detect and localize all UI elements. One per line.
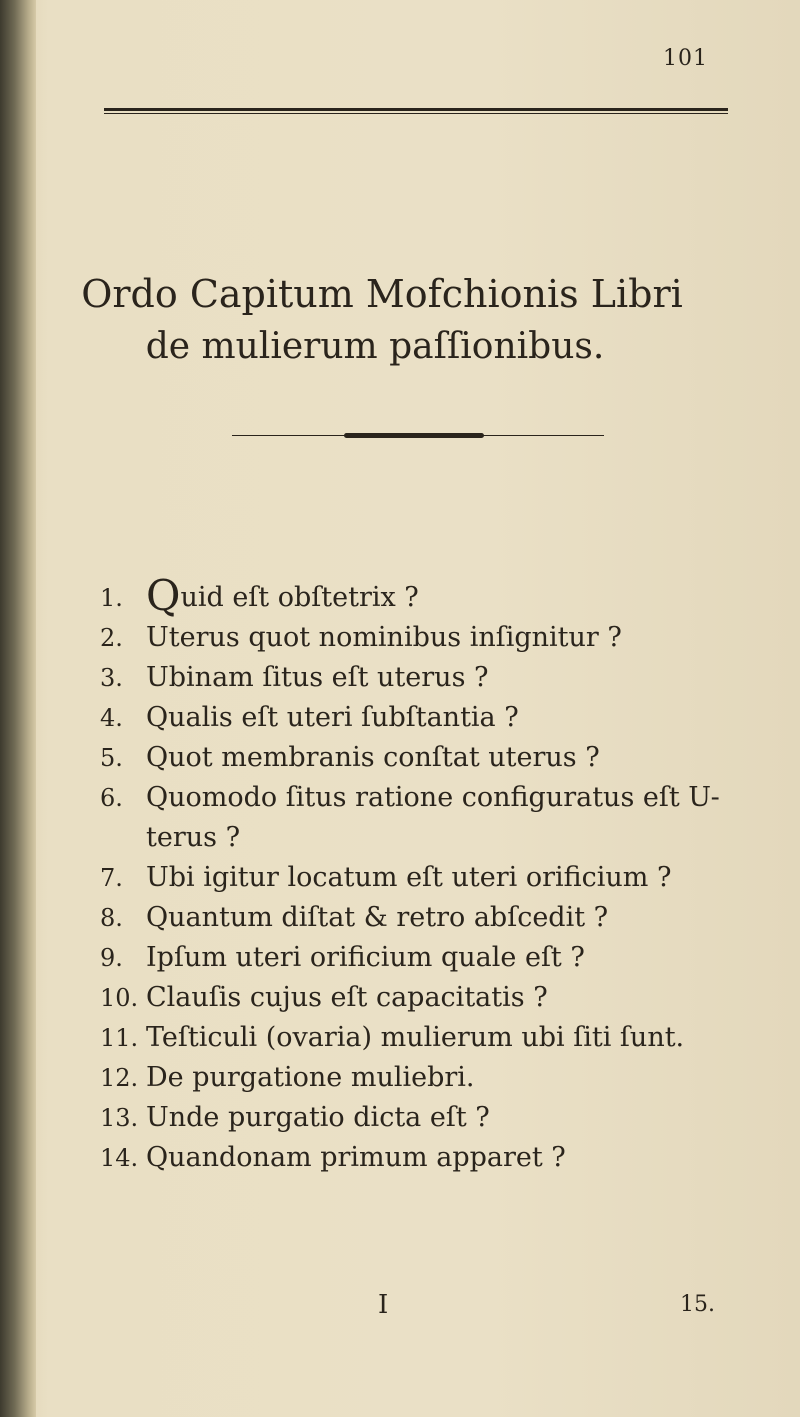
toc-number: 7.	[100, 864, 123, 892]
drop-cap: Q	[146, 571, 181, 620]
toc-item	[100, 1018, 790, 1058]
toc-text-continuation: terus ?	[146, 822, 241, 853]
toc-item	[100, 1098, 790, 1138]
toc-number: 14.	[100, 1144, 139, 1172]
toc-item	[100, 571, 790, 620]
header-rule	[104, 108, 728, 114]
toc-item	[100, 898, 790, 938]
toc-number: 9.	[100, 944, 123, 972]
toc-text: uid eſt obſtetrix ?	[180, 582, 419, 613]
ornamental-rule	[232, 432, 604, 440]
toc-text: Ubi igitur locatum eſt uteri orificium ?	[146, 862, 672, 893]
table-of-contents	[100, 571, 790, 1178]
toc-item	[100, 698, 790, 738]
toc-item	[100, 1138, 790, 1178]
toc-item	[100, 1058, 790, 1098]
toc-text: Quomodo ſitus ratione configuratus eſt U-	[146, 782, 720, 813]
toc-number: 10.	[100, 984, 139, 1012]
toc-number: 2.	[100, 624, 123, 652]
toc-text: Clauſis cujus eſt capacitatis ?	[146, 982, 548, 1013]
toc-item-continuation	[100, 818, 790, 858]
toc-text: Teſticuli (ovaria) mulierum ubi ſiti ſunt.	[146, 1022, 685, 1053]
toc-text: Qualis eſt uteri ſubſtantia ?	[146, 702, 519, 733]
toc-text: Ubinam ſitus eſt uterus ?	[146, 662, 489, 693]
toc-text: De purgatione muliebri.	[146, 1062, 475, 1093]
toc-number: 4.	[100, 704, 123, 732]
toc-number: 8.	[100, 904, 123, 932]
title-line-1: Ordo Capitum Mofchionis Libri	[81, 272, 683, 316]
toc-item	[100, 778, 790, 818]
title-line-2: de mulierum paſſionibus.	[145, 326, 605, 367]
toc-item	[100, 618, 790, 658]
toc-item	[100, 938, 790, 978]
toc-number: 11.	[100, 1024, 139, 1052]
book-spine-shadow	[0, 0, 36, 1417]
catchword: 15.	[680, 1292, 715, 1317]
toc-text: Quantum diſtat & retro abſcedit ?	[146, 902, 609, 933]
signature-mark: I	[378, 1290, 389, 1320]
toc-number: 13.	[100, 1104, 139, 1132]
toc-item	[100, 658, 790, 698]
toc-item	[100, 858, 790, 898]
toc-number: 5.	[100, 744, 123, 772]
toc-item	[100, 738, 790, 778]
toc-number: 6.	[100, 784, 123, 812]
toc-text: Uterus quot nominibus inſignitur ?	[146, 622, 622, 653]
toc-number: 12.	[100, 1064, 139, 1092]
toc-text: Ipſum uteri orificium quale eſt ?	[146, 942, 585, 973]
toc-number: 3.	[100, 664, 123, 692]
toc-text: Quot membranis conſtat uterus ?	[146, 742, 600, 773]
page-number: 101	[663, 46, 708, 71]
chapter-title	[0, 268, 800, 374]
toc-item	[100, 978, 790, 1018]
toc-text: Unde purgatio dicta eſt ?	[146, 1102, 490, 1133]
toc-number: 1.	[100, 584, 123, 612]
toc-text: Quandonam primum apparet ?	[146, 1142, 566, 1173]
